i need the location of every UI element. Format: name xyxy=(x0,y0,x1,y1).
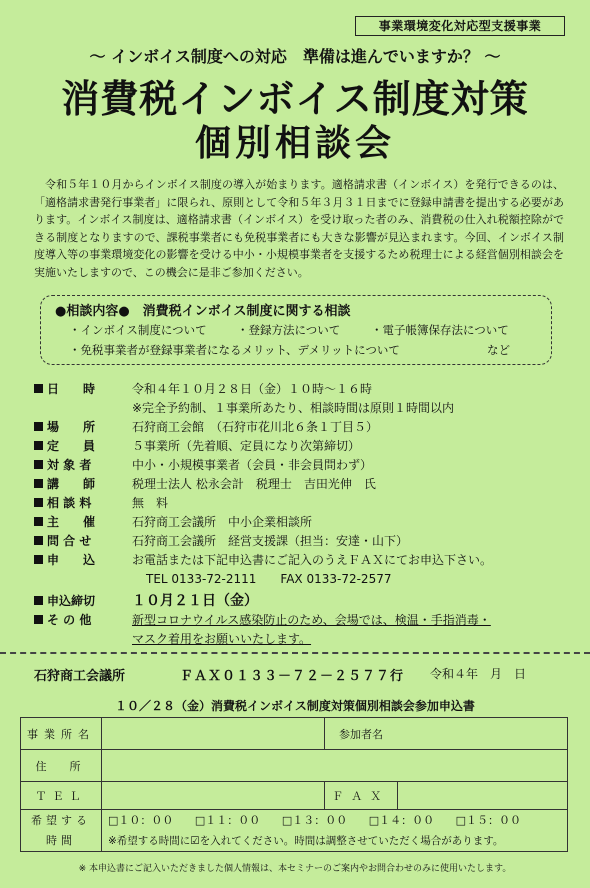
footer-date: 令和４年 月 日 xyxy=(430,667,527,681)
other-label: そ の 他 xyxy=(47,613,92,627)
date-value: 令和４年１０月２８日（金）１０時～１６時 xyxy=(132,382,373,396)
consult-item: ・電子帳簿保存法について xyxy=(371,323,509,337)
time-option-checkbox[interactable]: □１４：００ xyxy=(368,813,435,827)
time-option-checkbox[interactable]: □１３：００ xyxy=(281,813,348,827)
participant-label: 参加者名 xyxy=(325,718,398,750)
consult-item: など xyxy=(487,343,510,357)
square-bullet-icon xyxy=(34,479,43,488)
consult-heading: ●相談内容● 消費税インボイス制度に関する相談 xyxy=(55,304,351,319)
consult-content-box xyxy=(40,295,552,365)
business-name-field[interactable] xyxy=(102,718,325,750)
participant-field[interactable] xyxy=(397,718,568,750)
square-bullet-icon xyxy=(34,384,43,393)
square-bullet-icon xyxy=(34,517,43,526)
application-form xyxy=(20,717,568,852)
tel-field[interactable] xyxy=(102,782,325,810)
tel-label: ＴＥＬ xyxy=(21,782,102,810)
square-bullet-icon xyxy=(34,441,43,450)
other-value-2: マスク着用をお願いいたします。 xyxy=(132,632,312,646)
subtitle: ～ インボイス制度への対応 準備は進んでいますか？ ～ xyxy=(89,47,501,66)
target-value: 中小・小規模事業者（会員・非会員問わず） xyxy=(132,458,373,472)
apply-value: お電話または下記申込書にご記入のうえＦＡＸにてお申込下さい。 xyxy=(132,553,493,567)
place-label: 場 所 xyxy=(47,420,96,434)
square-bullet-icon xyxy=(34,498,43,507)
footer-org: 石狩商工会議所 xyxy=(34,669,126,684)
square-bullet-icon xyxy=(34,460,43,469)
square-bullet-icon xyxy=(34,596,43,605)
square-bullet-icon xyxy=(34,615,43,624)
host-value: 石狩商工会議所 中小企業相談所 xyxy=(132,515,313,529)
cut-line xyxy=(0,652,590,654)
deadline-label: 申込締切 xyxy=(47,594,96,608)
target-label: 対 象 者 xyxy=(47,458,92,472)
fee-value: 無 料 xyxy=(132,496,169,510)
date-label: 日 時 xyxy=(47,382,96,396)
consult-item: ・登録方法について xyxy=(237,323,341,337)
program-badge: 事業環境変化対応型支援事業 xyxy=(355,16,565,36)
intro-paragraph: 令和５年１０月からインボイス制度の導入が始まります。適格請求書（インボイス）を発行できるのは、「適格請求書発行事業者」に限られ、原則として令和５年３月３１日までに登録申請書を提出する必要があります。インボイス制度は、適格請求書（インボイス）を受け取った者のみ、消費税の仕入れ税額控除ができる制度となりますので、課税事業者にも免税事業者にも大きな影響が見込まれます。今回、インボイス制度導入等の事業環境変化の影響を受ける中小・小規模事業者を支援するため税理士による経営個別相談会を実施いたしますので、この機会に是非ご参加ください。 xyxy=(34,178,564,279)
consult-item: ・インボイス制度について xyxy=(69,323,207,337)
fax-label: ＦＡＸ xyxy=(325,782,398,810)
other-value-1: 新型コロナウイルス感染防止のため、会場では、検温・手指消毒・ xyxy=(132,613,491,627)
capacity-value: ５事業所（先着順、定員になり次第締切） xyxy=(132,439,361,453)
page-title-line2: 個別相談会 xyxy=(194,123,395,164)
fee-label: 相 談 料 xyxy=(47,496,92,510)
consult-item: ・免税事業者が登録事業者になるメリット、デメリットについて xyxy=(69,343,400,357)
date-note: ※完全予約制、１事業所あたり、相談時間は原則１時間以内 xyxy=(132,401,455,415)
capacity-label: 定 員 xyxy=(47,439,96,453)
fax-field[interactable] xyxy=(397,782,568,810)
contact-label: 問 合 せ xyxy=(47,534,92,548)
time-option-checkbox[interactable]: □１０：００ xyxy=(108,813,174,827)
lecturer-label: 講 師 xyxy=(47,477,96,491)
time-option-checkbox[interactable]: □１５：００ xyxy=(455,813,522,827)
contact-value: 石狩商工会議所 経営支援課（担当：安達・山下） xyxy=(132,534,409,548)
privacy-note: ※ 本申込書にご記入いただきました個人情報は、本セミナーのご案内やお問合わせのみに使用いたします。 xyxy=(78,864,512,874)
time-note: ※希望する時間に☑を入れてください。時間は調整させていただく場合があります。 xyxy=(108,834,504,847)
square-bullet-icon xyxy=(34,555,43,564)
host-label: 主 催 xyxy=(47,515,96,529)
address-field[interactable] xyxy=(102,750,568,782)
business-name-label: 事業所名 xyxy=(21,718,102,750)
lecturer-value: 税理士法人 松永会計 税理士 吉田光伸 氏 xyxy=(132,477,376,491)
square-bullet-icon xyxy=(34,536,43,545)
deadline-value: １０月２１日（金） xyxy=(132,593,258,609)
tel-fax: TEL 0133-72-2111 FAX 0133-72-2577 xyxy=(146,572,392,586)
time-options xyxy=(108,811,561,831)
place-value: 石狩商工会館 （石狩市花川北６条１丁目５） xyxy=(132,420,379,434)
hope-time-label: 希望する時間 xyxy=(21,810,102,852)
page-title: 消費税インボイス制度対策 xyxy=(61,77,529,121)
apply-label: 申 込 xyxy=(47,553,96,567)
time-option-checkbox[interactable]: □１１：００ xyxy=(194,813,261,827)
square-bullet-icon xyxy=(34,422,43,431)
footer-fax: ＦＡＸ０１３３－７２－２５７７行 xyxy=(180,669,405,684)
form-title: １０／２８（金）消費税インボイス制度対策個別相談会参加申込書 xyxy=(115,699,475,713)
address-label: 住 所 xyxy=(21,750,102,782)
